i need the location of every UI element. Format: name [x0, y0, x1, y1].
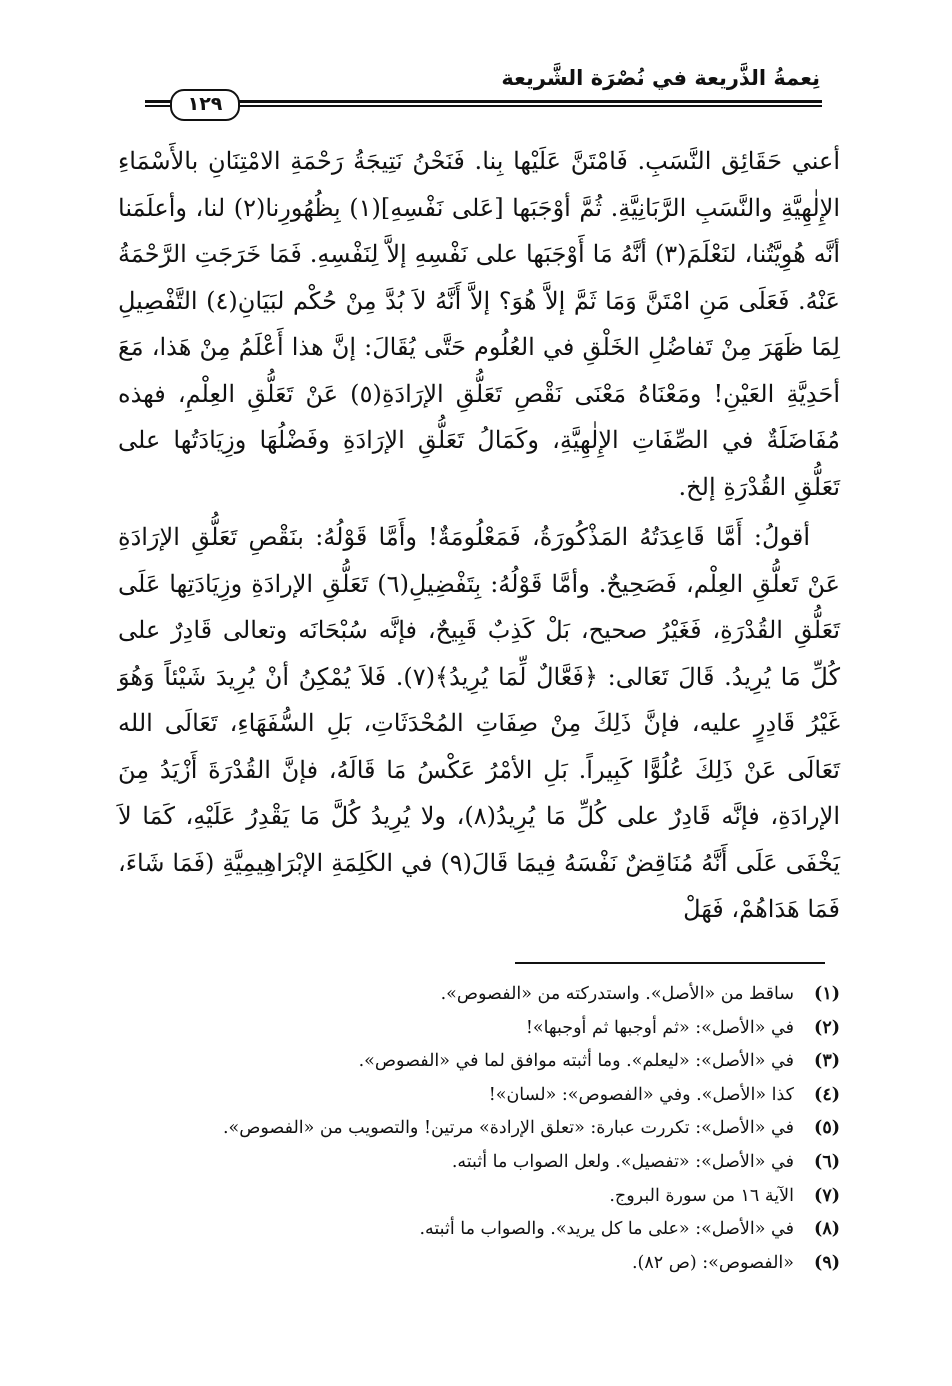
footnote-text: في «الأصل»: تكررت عبارة: «تعلق الإرادة» مرتين! والتصويب من «الفصوص». — [222, 1118, 794, 1139]
footnote-number: (٥) — [814, 1118, 840, 1139]
footnote-item — [118, 1180, 840, 1214]
header-rule — [145, 100, 822, 107]
footnote-item — [118, 1045, 840, 1079]
footnote-number: (٧) — [814, 1185, 840, 1206]
footnote-number: (١) — [814, 984, 840, 1004]
footnote-rule — [515, 962, 825, 964]
footnote-number: (٢) — [814, 1017, 840, 1038]
footnote-item — [118, 1213, 840, 1247]
footnote-number: (٦) — [814, 1151, 840, 1172]
footnote-text: الآية ١٦ من سورة البروج. — [609, 1185, 794, 1206]
footnote-number: (٤) — [814, 1084, 840, 1105]
paragraph-1: أعني حَقَائِق النَّسَبِ. فَامْتَنَّ عَلَيْها بِنا. فَنَحْنُ نَتِيجَةُ رَحْمَةِ الامْتِنَانِ بالأَسْمَاءِ الإِلٰهِيَّةِ والنَّسَبِ الرَّبَانِيَّةِ. ثُمَّ أوْجَبَها [عَلى نَفْسِهِ](١) بِظُهُورِنا(٢) لنا، وأعلَمَنا أنَّه هُوِيَّتُنا، لنَعْلَمَ(٣) أنَّهُ مَا أَوْجَبَها على نَفْسِهِ إلاَّ لِنَفْسِهِ. فَمَا خَرَجَتِ الرَّحْمَةُ عَنْهُ. فَعَلَى مَنِ امْتَنَّ وَمَا ثَمَّ إلاَّ هُوَ؟ إلاَّ أَنَّهُ لاَ بُدَّ مِنْ حُكْم لبَيَانِ(٤) التَّفْصِيلِ لِمَا ظَهَرَ مِنْ تَفاضُلِ الخَلْقِ في العُلُوم حَتَّى يُقَالَ: إنَّ هذا أَعْلَمُ مِنْ هَذا، مَعَ أحَدِيَّةِ العَيْنِ! ومَعْنَاهُ مَعْنَى نَقْصِ تَعَلُّقِ الإرَادَةِ(٥) عَنْ تَعَلُّقِ العِلْمِ، فهذه مُفَاضَلَةٌ في الصِّفَاتِ الإِلٰهِيَّةِ، وكَمَالُ تَعَلُّقِ الإرَادَةِ وفَضْلُهَا وزِيَادَتُها على تَعَلُّقِ القُدْرَةِ إلخ. — [118, 147, 841, 501]
paragraph-2: أقولُ: أَمَّا قَاعِدَتُهُ المَذْكُورَةُ، فَمَعْلُومَةٌ! وأَمَّا قَوْلُهُ: بنَقْصِ تَعَلُّقِ الإرَادَةِ عَنْ تَعلُّقِ العِلْم، فَصَحِيحٌ. وأمَّا قَوْلُهُ: بِتَفْضِيلِ(٦) تَعَلُّقِ الإرادَةِ وزِيَادَتِها عَلَى تَعَلُّقِ القُدْرَةِ، فَغَيْرُ صحيح، بَلْ كَذِبٌ قَبِيحٌ، فإنَّه سُبْحَانَه وتعالى قَادِرٌ على كُلِّ مَا يُرِيدُ. قَالَ تَعَالى: ﴿فَعَّالٌ لِّمَا يُرِيدُ﴾(٧). فَلاَ يُمْكِنُ أنْ يُرِيدَ شَيْئاً وَهُوَ غَيْرُ قَادِرٍ عليه، فإنَّ ذَلِكَ مِنْ صِفَاتِ المُحْدَثَاتِ، بَلِ السُّفَهَاءِ، تَعَالَى الله تَعَالَى عَنْ ذَلِكَ عُلُوًّا كَبِيراً. بَلِ الأمْرُ عَكْسُ مَا قَالَهُ، فإنَّ القُدْرَةَ أَزْيَدُ مِنَ الإرادَةِ، فإنَّه قَادِرٌ على كُلِّ مَا يُرِيدُ(٨)، ولا يُرِيدُ كُلَّ مَا يَقْدِرُ عَلَيْهِ، كَمَا لاَ يَخْفَى عَلَى أَنَّهُ مُنَاقِضٌ نَفْسَهُ فِيمَا قَالَ(٩) في الكَلِمَةِ الإبْرَاهِيمِيَّةِ (فَمَا شَاءَ، فَمَا هَدَاهُمْ، فَهَلْ — [118, 523, 840, 923]
footnote-number: (٣) — [814, 1051, 840, 1072]
running-title: نِعمةُ الذَّريعة في نُصْرَة الشَّريعة — [501, 66, 820, 90]
footnote-item — [118, 1112, 840, 1146]
main-text — [118, 138, 840, 933]
footnote-number: (٨) — [814, 1219, 840, 1240]
page-number: ١٢٩ — [170, 89, 240, 121]
footnote-text: «الفصوص»: (ص ٨٢). — [631, 1252, 794, 1273]
footnote-text: ساقط من «الأصل». واستدركته من «الفصوص». — [440, 984, 794, 1004]
footnote-text: في «الأصل»: «ليعلم». وما أثبته موافق لما في «الفصوص». — [358, 1051, 794, 1072]
footnotes-list — [118, 978, 840, 1280]
footnote-item — [118, 1012, 840, 1046]
footnote-number: (٩) — [814, 1252, 840, 1273]
footnote-item — [118, 1079, 840, 1113]
footnote-item — [118, 1146, 840, 1180]
footnote-text: في «الأصل»: «على ما كل يريد». والصواب ما أثبته. — [419, 1219, 794, 1240]
footnote-text: كذا «الأصل». وفي «الفصوص»: «لسان»! — [488, 1084, 794, 1105]
footnote-item — [118, 978, 840, 1012]
footnote-text: في «الأصل»: «تفصيل». ولعل الصواب ما أثبته. — [451, 1151, 794, 1172]
footnote-item — [118, 1247, 840, 1281]
footnote-text: في «الأصل»: «ثم أوجبها ثم أوجبها»! — [525, 1017, 794, 1038]
